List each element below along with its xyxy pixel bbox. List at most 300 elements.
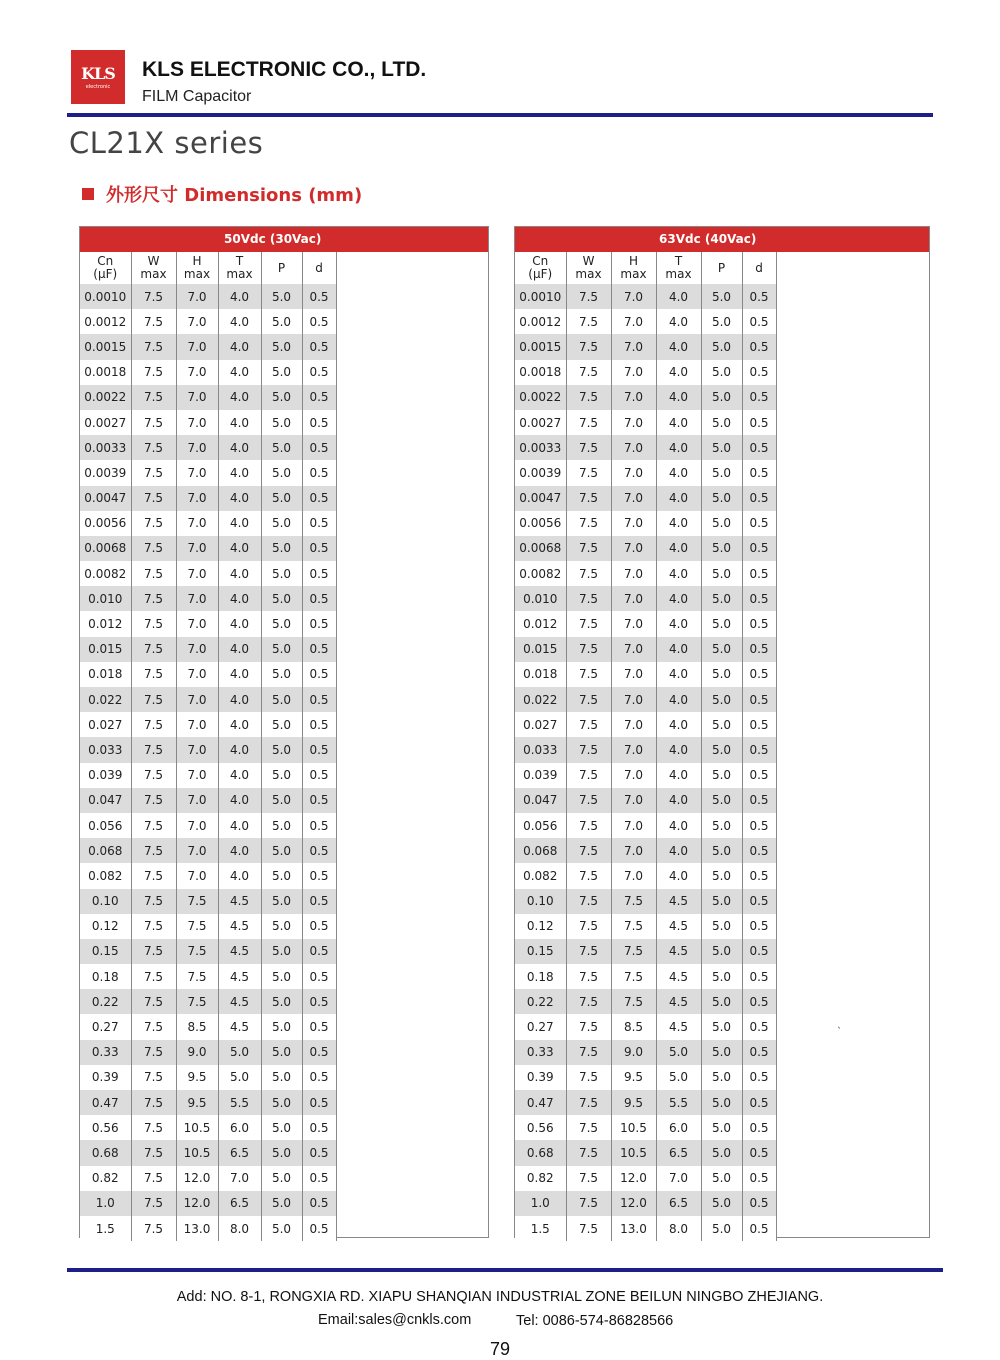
table-cell: 4.0 [656,838,701,863]
table-cell: 5.0 [261,889,302,914]
table-cell: 5.0 [701,1140,742,1165]
table-cell: 4.0 [218,838,261,863]
table-cell: 0.0015 [515,334,566,359]
table-row [515,788,776,813]
table-cell: 4.0 [218,309,261,334]
table-cell: 4.0 [218,460,261,485]
table-cell: 0.5 [742,1115,776,1140]
table-cell: 7.5 [611,914,656,939]
table-cell: 7.5 [566,309,611,334]
table-row [515,1191,776,1216]
table-cell: 7.0 [611,385,656,410]
table-row [80,687,336,712]
table-cell: 7.0 [176,435,218,460]
table-cell: 0.5 [742,561,776,586]
table-cell: 7.5 [566,511,611,536]
table-cell: 7.0 [611,460,656,485]
table-cell: 7.0 [176,687,218,712]
table-row [515,813,776,838]
table-cell: 7.0 [176,763,218,788]
footer-rule [67,1268,943,1272]
table-cell: 7.5 [131,410,176,435]
table-cell: 5.0 [701,989,742,1014]
table-cell: 6.5 [218,1140,261,1165]
table-cell: 4.0 [656,360,701,385]
table-cell: 0.5 [742,763,776,788]
table-cell: 0.5 [302,763,336,788]
table-cell: 1.5 [515,1216,566,1241]
table-cell: 6.5 [218,1191,261,1216]
table-cell: 13.0 [611,1216,656,1241]
logo-text: KLS [81,64,115,83]
table-cell: 5.0 [701,611,742,636]
table-cell: 13.0 [176,1216,218,1241]
table-row [80,662,336,687]
table-cell: 7.5 [566,360,611,385]
table-cell: 7.5 [131,687,176,712]
table-cell: 5.0 [261,536,302,561]
footer-email: Email:sales@cnkls.com [318,1312,472,1328]
table-cell: 0.47 [515,1090,566,1115]
table-cell: 4.5 [218,889,261,914]
table-cell: 0.0010 [80,284,131,309]
table-cell: 0.5 [742,1140,776,1165]
table-cell: 0.0039 [80,460,131,485]
table-row [515,586,776,611]
table-cell: 7.0 [611,838,656,863]
table-cell: 0.5 [302,1115,336,1140]
table-cell: 5.0 [261,1065,302,1090]
table-cell: 0.0022 [80,385,131,410]
table-cell: 7.0 [176,662,218,687]
table-cell: 0.039 [80,763,131,788]
table-cell: 7.0 [611,435,656,460]
table-cell: 7.5 [131,914,176,939]
table-cell: 7.5 [566,838,611,863]
table-cell: 0.0056 [515,511,566,536]
table-cell: 7.0 [176,460,218,485]
table-cell: 4.0 [656,813,701,838]
table-row [80,863,336,888]
table-cell: 4.5 [218,989,261,1014]
table-cell: 0.068 [515,838,566,863]
table-cell: 4.0 [656,460,701,485]
table-cell: 4.0 [656,737,701,762]
series-title: CL21X series [69,126,264,160]
table-row [80,1065,336,1090]
table-row [80,309,336,334]
table-row [80,964,336,989]
table-cell: 7.5 [566,536,611,561]
table-cell: 8.5 [176,1014,218,1039]
table-cell: 9.5 [611,1065,656,1090]
table-cell: 7.0 [176,284,218,309]
table-row [80,284,336,309]
column-header-line2: max [140,267,167,281]
table-row [515,536,776,561]
table-cell: 0.5 [742,1014,776,1039]
table-cell: 5.0 [701,712,742,737]
column-header-line1: W [147,254,160,268]
table-cell: 7.5 [566,410,611,435]
table-cell: 0.5 [302,486,336,511]
table-cell: 7.0 [611,763,656,788]
table-row [515,284,776,309]
table-cell: 7.5 [566,1166,611,1191]
table-cell: 4.0 [656,863,701,888]
table-cell: 7.5 [131,284,176,309]
column-header-line2: max [665,267,692,281]
dimensions-table-63vdc [514,226,930,1238]
table-cell: 5.0 [261,712,302,737]
table-row [515,712,776,737]
table-cell: 0.5 [302,939,336,964]
table-cell: 0.0082 [515,561,566,586]
column-header [131,252,176,284]
table-cell: 0.0039 [515,460,566,485]
table-row [515,1166,776,1191]
table-cell: 0.5 [742,460,776,485]
table-cell: 0.068 [80,838,131,863]
column-header-line2: max [183,267,211,281]
stray-mark: ˎ [837,1018,842,1029]
table-cell: 7.5 [611,889,656,914]
table-cell: 5.0 [261,914,302,939]
table-cell: 7.5 [131,637,176,662]
table-cell: 7.0 [176,712,218,737]
table-cell: 0.0022 [515,385,566,410]
table-cell: 7.0 [176,637,218,662]
table-cell: 4.0 [656,586,701,611]
table-cell: 7.5 [566,788,611,813]
table-row [515,511,776,536]
table-cell: 7.5 [131,1140,176,1165]
table-cell: 7.5 [176,914,218,939]
column-header-line1: P [277,260,286,275]
table-cell: 7.0 [176,486,218,511]
table-row [80,914,336,939]
table-cell: 0.5 [742,1191,776,1216]
table-row [515,1090,776,1115]
table-cell: 0.015 [515,637,566,662]
table-cell: 4.5 [218,939,261,964]
table-row [515,964,776,989]
table-cell: 0.5 [742,712,776,737]
table-cell: 7.5 [611,989,656,1014]
table-cell: 7.0 [611,687,656,712]
table-cell: 5.5 [218,1090,261,1115]
table-cell: 7.5 [131,586,176,611]
table-cell: 0.0010 [515,284,566,309]
table-cell: 7.0 [176,737,218,762]
table-row [80,536,336,561]
table-cell: 0.039 [515,763,566,788]
table-row [515,914,776,939]
table-row [515,435,776,460]
table-cell: 7.0 [176,838,218,863]
table-cell: 7.0 [176,536,218,561]
table-cell: 5.0 [701,536,742,561]
table-cell: 9.5 [176,1065,218,1090]
table-cell: 0.5 [742,1090,776,1115]
table-cell: 5.0 [701,360,742,385]
table-cell: 7.0 [176,863,218,888]
table-cell: 4.5 [656,989,701,1014]
table-cell: 0.5 [742,838,776,863]
table-cell: 5.0 [261,687,302,712]
table-row [80,486,336,511]
table-cell: 7.0 [611,737,656,762]
table-row [515,662,776,687]
column-header-line2: max [620,267,647,281]
table-cell: 5.0 [656,1040,701,1065]
table-cell: 0.5 [302,914,336,939]
table-cell: 0.5 [742,284,776,309]
table-cell: 5.0 [701,863,742,888]
table-cell: 4.0 [656,788,701,813]
table-cell: 7.5 [566,611,611,636]
table-cell: 7.0 [176,334,218,359]
table-cell: 5.0 [701,964,742,989]
product-category: FILM Capacitor [142,88,252,105]
table-row [515,360,776,385]
table-cell: 5.0 [261,662,302,687]
table-cell: 0.5 [302,989,336,1014]
table-cell: 0.5 [302,536,336,561]
table-cell: 7.0 [218,1166,261,1191]
table-cell: 7.5 [131,939,176,964]
table-cell: 0.5 [742,863,776,888]
table-cell: 4.0 [656,662,701,687]
table-cell: 5.0 [701,763,742,788]
table-cell: 0.47 [80,1090,131,1115]
table-cell: 7.5 [566,939,611,964]
table-cell: 0.5 [742,737,776,762]
table-cell: 4.0 [656,334,701,359]
table-cell: 0.5 [302,309,336,334]
table-cell: 5.0 [261,1090,302,1115]
voltage-rating-label: 50Vdc (30Vac) [224,232,322,246]
table-cell: 7.5 [566,914,611,939]
table-cell: 7.5 [131,1040,176,1065]
table-row [515,737,776,762]
table-cell: 0.5 [302,863,336,888]
table-cell: 8.0 [218,1216,261,1241]
dimensions-grid [515,252,777,1241]
table-cell: 4.5 [656,939,701,964]
table-row [515,989,776,1014]
table-cell: 0.5 [742,536,776,561]
table-cell: 5.0 [261,385,302,410]
table-row [515,309,776,334]
table-cell: 7.5 [566,813,611,838]
table-cell: 5.0 [261,939,302,964]
table-cell: 0.5 [742,964,776,989]
table-row [80,1115,336,1140]
table-cell: 4.0 [218,511,261,536]
table-cell: 0.012 [515,611,566,636]
table-cell: 0.5 [302,1166,336,1191]
table-cell: 7.5 [566,1115,611,1140]
table-cell: 7.5 [566,1040,611,1065]
table-cell: 0.047 [80,788,131,813]
table-cell: 5.0 [261,410,302,435]
table-row [80,360,336,385]
table-cell: 4.0 [218,360,261,385]
table-cell: 5.0 [701,939,742,964]
table-cell: 7.0 [611,309,656,334]
table-cell: 0.18 [80,964,131,989]
table-cell: 5.0 [261,1140,302,1165]
table-cell: 0.5 [742,939,776,964]
table-cell: 7.0 [611,284,656,309]
table-cell: 0.10 [80,889,131,914]
table-row [515,611,776,636]
table-cell: 7.5 [131,309,176,334]
table-cell: 7.5 [131,334,176,359]
table-cell: 0.5 [302,889,336,914]
table-cell: 0.0027 [515,410,566,435]
column-header-line2: max [575,267,602,281]
table-cell: 4.0 [218,737,261,762]
table-cell: 4.0 [218,611,261,636]
footer-tel: Tel: 0086-574-86828566 [516,1313,674,1329]
table-cell: 5.0 [701,561,742,586]
table-cell: 7.5 [566,435,611,460]
table-cell: 0.5 [302,460,336,485]
table-cell: 0.15 [515,939,566,964]
table-cell: 0.5 [302,284,336,309]
table-cell: 7.5 [131,1014,176,1039]
column-header-line2: (μF) [93,267,118,281]
table-cell: 7.5 [131,536,176,561]
table-cell: 0.56 [515,1115,566,1140]
column-header [742,252,776,284]
table-row [515,1014,776,1039]
table-cell: 0.5 [742,989,776,1014]
table-cell: 0.5 [302,334,336,359]
table-cell: 7.5 [131,788,176,813]
table-cell: 5.0 [261,334,302,359]
table-cell: 6.0 [218,1115,261,1140]
table-cell: 4.0 [218,763,261,788]
table-cell: 7.0 [176,813,218,838]
table-cell: 0.0018 [515,360,566,385]
table-cell: 0.018 [80,662,131,687]
table-cell: 7.5 [131,712,176,737]
column-header [302,252,336,284]
section-heading [82,181,362,207]
company-name: KLS ELECTRONIC CO., LTD. [142,58,427,81]
table-cell: 7.5 [131,360,176,385]
table-cell: 0.33 [80,1040,131,1065]
table-cell: 4.0 [218,536,261,561]
table-row [80,435,336,460]
table-cell: 7.0 [656,1166,701,1191]
table-cell: 7.5 [611,939,656,964]
column-header-row [80,252,336,284]
table-cell: 0.82 [515,1166,566,1191]
table-cell: 5.0 [261,1014,302,1039]
table-cell: 0.5 [742,611,776,636]
table-cell: 0.18 [515,964,566,989]
column-header [515,252,566,284]
table-row [80,561,336,586]
table-cell: 7.5 [131,763,176,788]
column-header-line1: d [315,260,323,275]
table-cell: 5.0 [261,989,302,1014]
table-cell: 0.39 [515,1065,566,1090]
table-cell: 7.5 [566,687,611,712]
table-cell: 7.5 [566,964,611,989]
table-cell: 0.27 [515,1014,566,1039]
table-cell: 5.0 [701,410,742,435]
table-cell: 0.5 [302,737,336,762]
table-cell: 7.5 [131,561,176,586]
table-cell: 0.5 [742,662,776,687]
table-cell: 0.5 [742,1216,776,1241]
table-cell: 0.5 [742,889,776,914]
table-cell: 0.5 [302,838,336,863]
table-cell: 4.0 [656,410,701,435]
table-row [80,334,336,359]
dimensions-table-50vdc [79,226,489,1238]
table-row [80,1191,336,1216]
table-cell: 0.5 [742,1040,776,1065]
table-cell: 0.0068 [80,536,131,561]
table-cell: 5.0 [701,788,742,813]
table-cell: 0.5 [302,637,336,662]
table-row [80,637,336,662]
table-row [80,788,336,813]
table-cell: 7.5 [566,1140,611,1165]
table-cell: 10.5 [176,1140,218,1165]
table-cell: 7.5 [131,889,176,914]
table-row [80,511,336,536]
table-cell: 7.5 [131,385,176,410]
table-cell: 0.5 [742,435,776,460]
table-cell: 5.0 [701,1014,742,1039]
table-cell: 0.0033 [80,435,131,460]
table-cell: 4.0 [656,486,701,511]
table-cell: 4.5 [656,914,701,939]
table-cell: 4.5 [656,964,701,989]
table-row [515,486,776,511]
table-cell: 8.0 [656,1216,701,1241]
table-cell: 7.0 [176,511,218,536]
table-row [515,763,776,788]
column-header [176,252,218,284]
table-cell: 0.27 [80,1014,131,1039]
table-cell: 4.0 [218,662,261,687]
table-cell: 0.5 [742,309,776,334]
table-cell: 7.5 [566,1216,611,1241]
table-cell: 0.5 [302,687,336,712]
table-cell: 5.0 [701,1040,742,1065]
table-cell: 4.0 [218,687,261,712]
table-cell: 5.0 [261,1191,302,1216]
column-header [80,252,131,284]
table-cell: 7.0 [611,637,656,662]
table-cell: 5.0 [701,1191,742,1216]
table-cell: 7.0 [176,586,218,611]
table-row [515,334,776,359]
table-cell: 5.0 [701,309,742,334]
table-cell: 0.5 [742,385,776,410]
table-cell: 7.5 [566,763,611,788]
table-cell: 7.5 [131,1216,176,1241]
table-cell: 5.0 [701,1115,742,1140]
